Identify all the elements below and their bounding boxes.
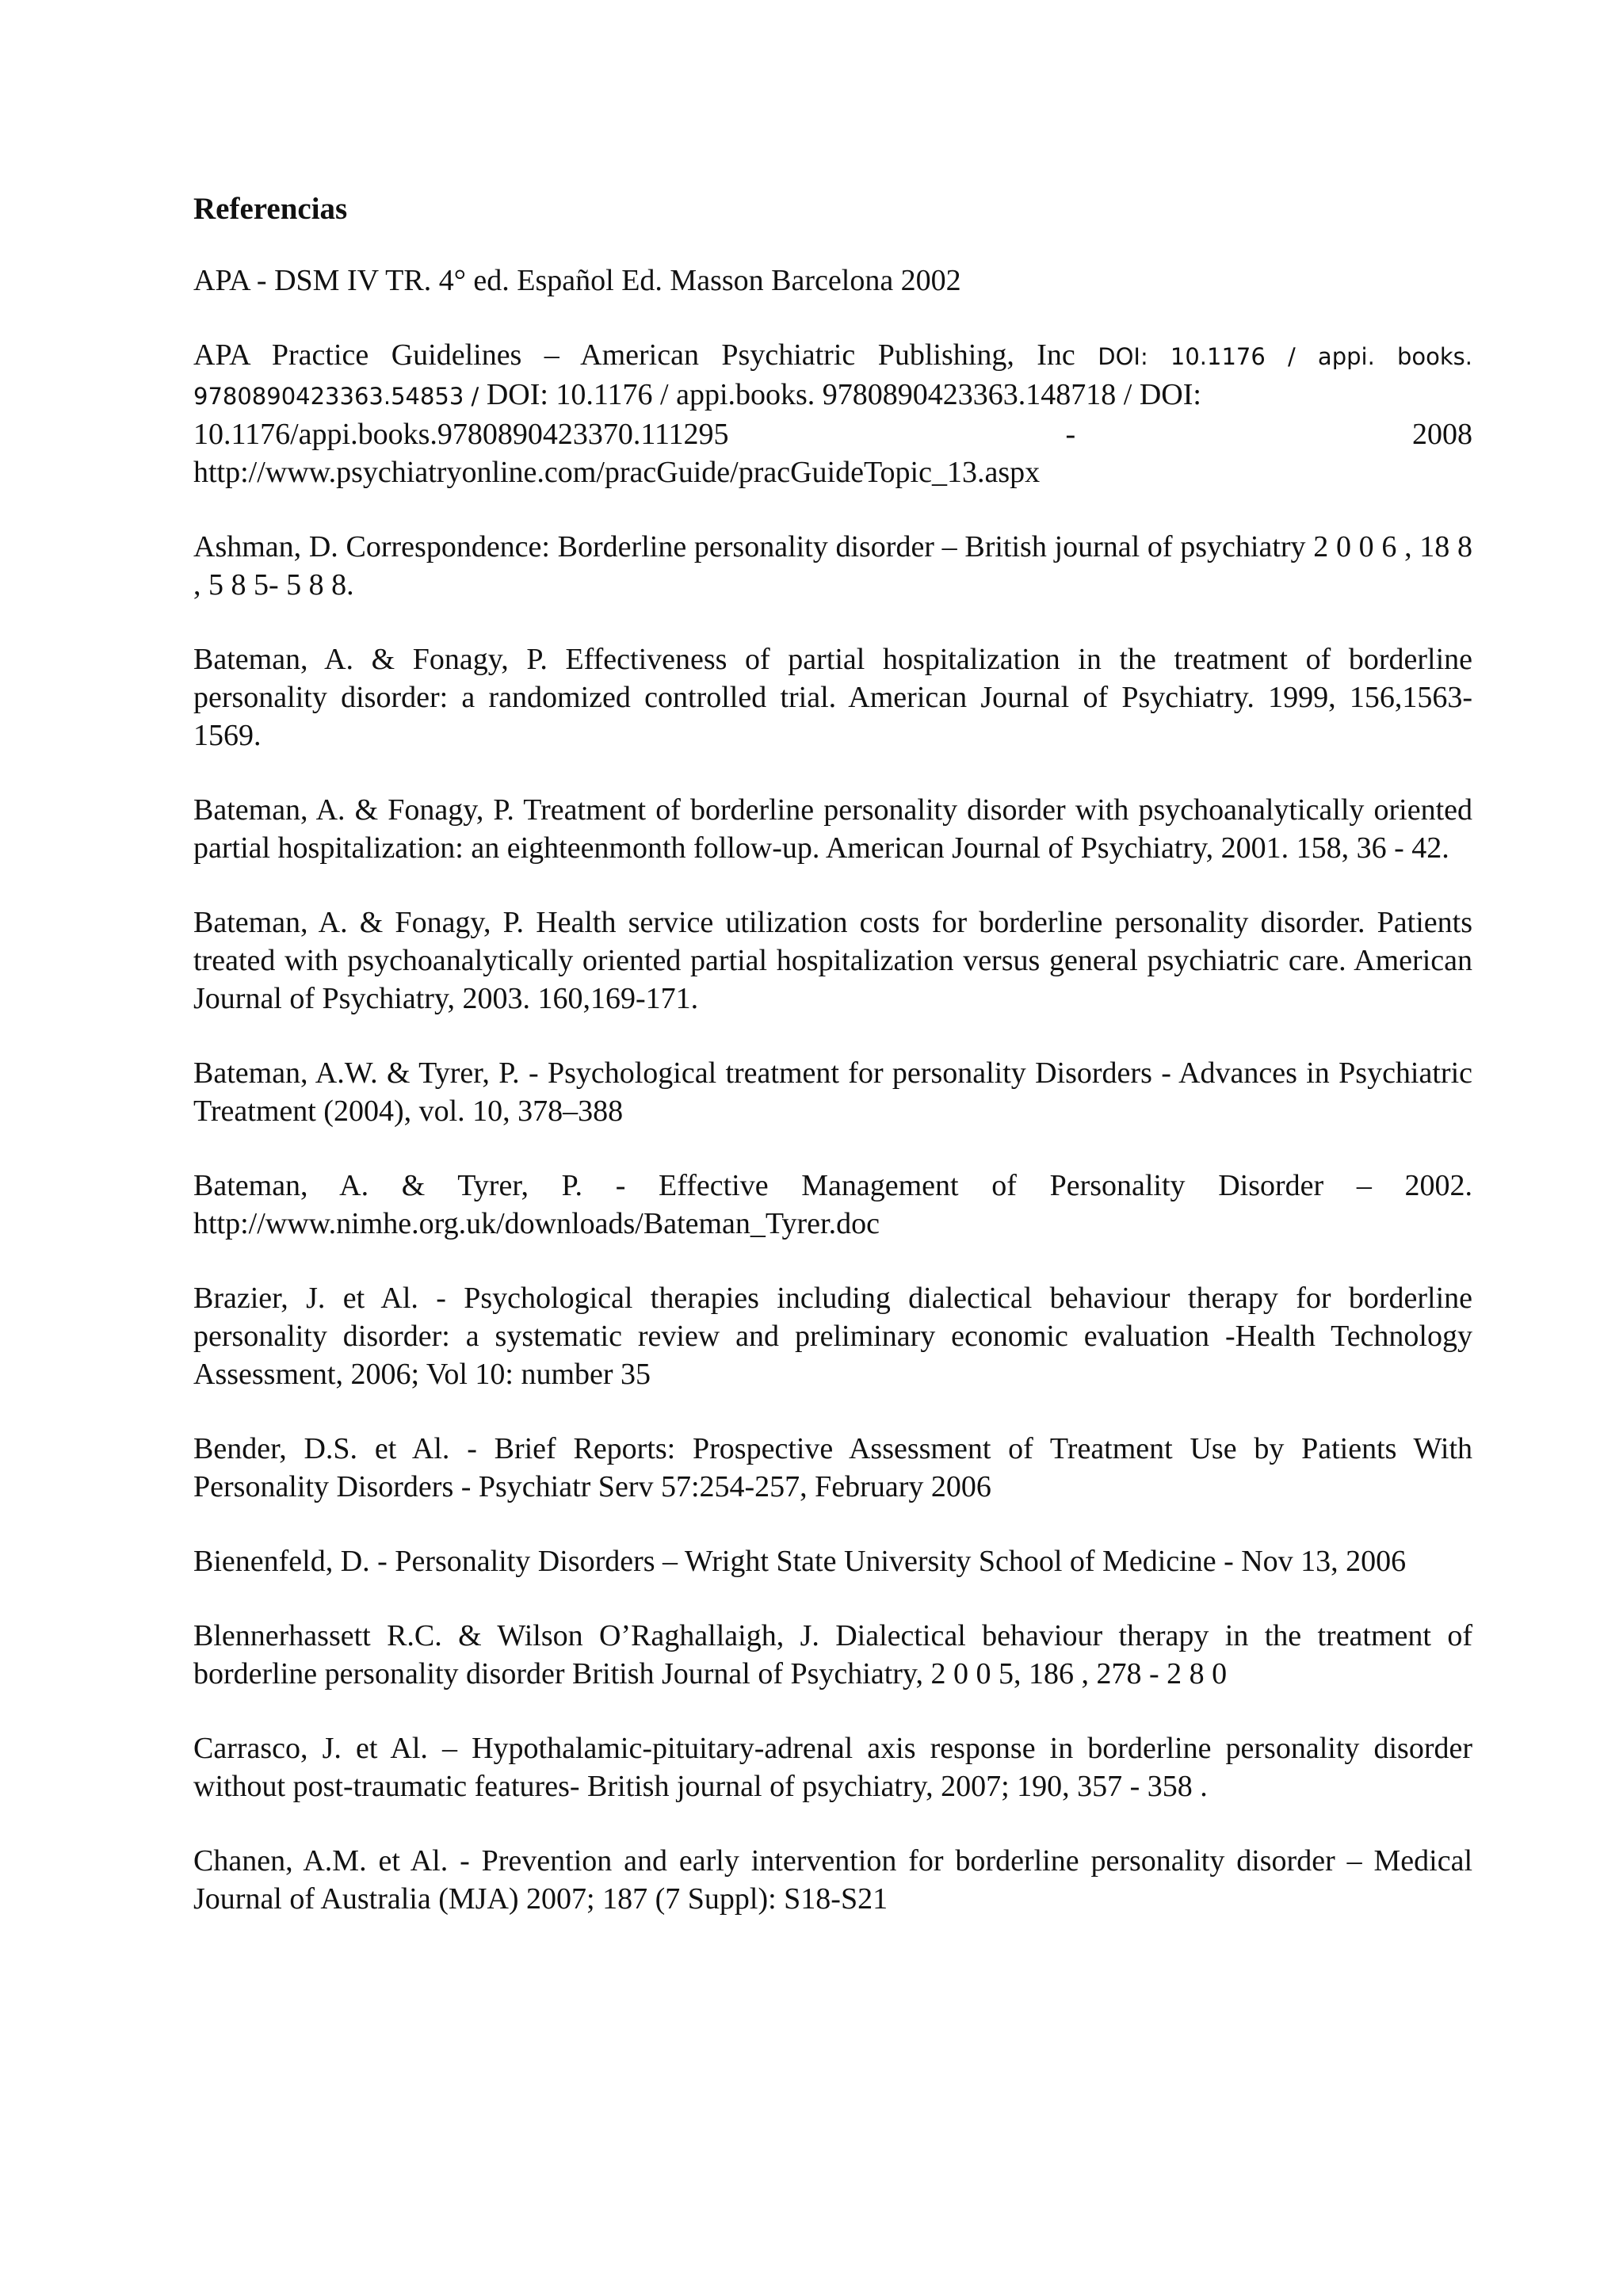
reference-brazier: Brazier, J. et Al. - Psychological therapies including dialectical behaviour therapy for borderline personality disorder: a systematic review and preliminary economic evaluation -Health Technology Assessment, 2006; Vol 10: number 35 [193, 1282, 1472, 1391]
reference-blennerhassett: Blennerhassett R.C. & Wilson O’Raghallaigh, J. Dialectical behaviour therapy in the treatment of borderline personality disorder British Journal of Psychiatry, 2 0 0 5, 186 , 278 - 2 8 0 [193, 1619, 1472, 1690]
reference-bateman-tyrer-2002: Bateman, A. & Tyrer, P. - Effective Management of Personality Disorder – 2002. http://www.nimhe.org.uk/downloads/Bateman_Tyrer.doc [193, 1169, 1472, 1240]
references-section [193, 190, 1472, 1954]
reference-ashman: Ashman, D. Correspondence: Borderline personality disorder – British journal of psychiatry 2 0 0 6 , 18 8 , 5 8 5- 5 8 8. [193, 530, 1472, 602]
reference-apa-year: 2008 [1412, 418, 1473, 451]
reference-carrasco: Carrasco, J. et Al. – Hypothalamic-pituitary-adrenal axis response in borderline personality disorder without post-traumatic features- British journal of psychiatry, 2007; 190, 357 - 358 . [193, 1732, 1472, 1803]
references-heading: Referencias [193, 192, 348, 226]
reference-apa-dash: - [1065, 418, 1076, 451]
reference-bienenfeld: Bienenfeld, D. - Personality Disorders – Wright State University School of Medicine - Nov 13, 2006 [193, 1545, 1407, 1578]
reference-apa-url: http://www.psychiatryonline.com/pracGuide/pracGuideTopic_13.aspx [193, 456, 1041, 489]
reference-bateman-2003: Bateman, A. & Fonagy, P. Health service utilization costs for borderline personality disorder. Patients treated with psychoanalytically oriented partial hospitalization versus general psychiatric care. American Journal of Psychiatry, 2003. 160,169-171. [193, 906, 1472, 1015]
reference-apa-doi-tail: 10.1176/appi.books.9780890423370.111295 [193, 418, 729, 451]
reference-bender: Bender, D.S. et Al. - Brief Reports: Prospective Assessment of Treatment Use by Patients With Personality Disorders - Psychiatr Serv 57:254-257, February 2006 [193, 1432, 1472, 1503]
reference-apa-doi-small: DOI: 10.1176 / appi. books. 9780890423363.54853 / [193, 343, 1472, 410]
reference-bateman-tyrer-2004: Bateman, A.W. & Tyrer, P. - Psychological treatment for personality Disorders - Advances in Psychiatric Treatment (2004), vol. 10, 378–388 [193, 1056, 1472, 1128]
reference-bateman-2001: Bateman, A. & Fonagy, P. Treatment of borderline personality disorder with psychoanalytically oriented partial hospitalization: an eighteenmonth follow-up. American Journal of Psychiatry, 2001. 158, 36 - 42. [193, 793, 1472, 865]
reference-apa-line3 [193, 415, 1472, 453]
reference-apa-practice-guidelines-title: APA Practice Guidelines – American Psychiatric Publishing, Inc [193, 338, 1075, 372]
reference-bateman-1999: Bateman, A. & Fonagy, P. Effectiveness of partial hospitalization in the treatment of borderline personality disorder: a randomized controlled trial. American Journal of Psychiatry. 1999, 156,1563-1569. [193, 643, 1472, 752]
reference-apa-dsm: APA - DSM IV TR. 4° ed. Español Ed. Masson Barcelona 2002 [193, 264, 961, 297]
reference-apa-practice-guidelines [193, 336, 1472, 491]
reference-chanen: Chanen, A.M. et Al. - Prevention and early intervention for borderline personality disorder – Medical Journal of Australia (MJA) 2007; 187 (7 Suppl): S18-S21 [193, 1844, 1472, 1916]
reference-apa-doi-main: DOI: 10.1176 / appi.books. 9780890423363.148718 / DOI: [486, 378, 1201, 411]
